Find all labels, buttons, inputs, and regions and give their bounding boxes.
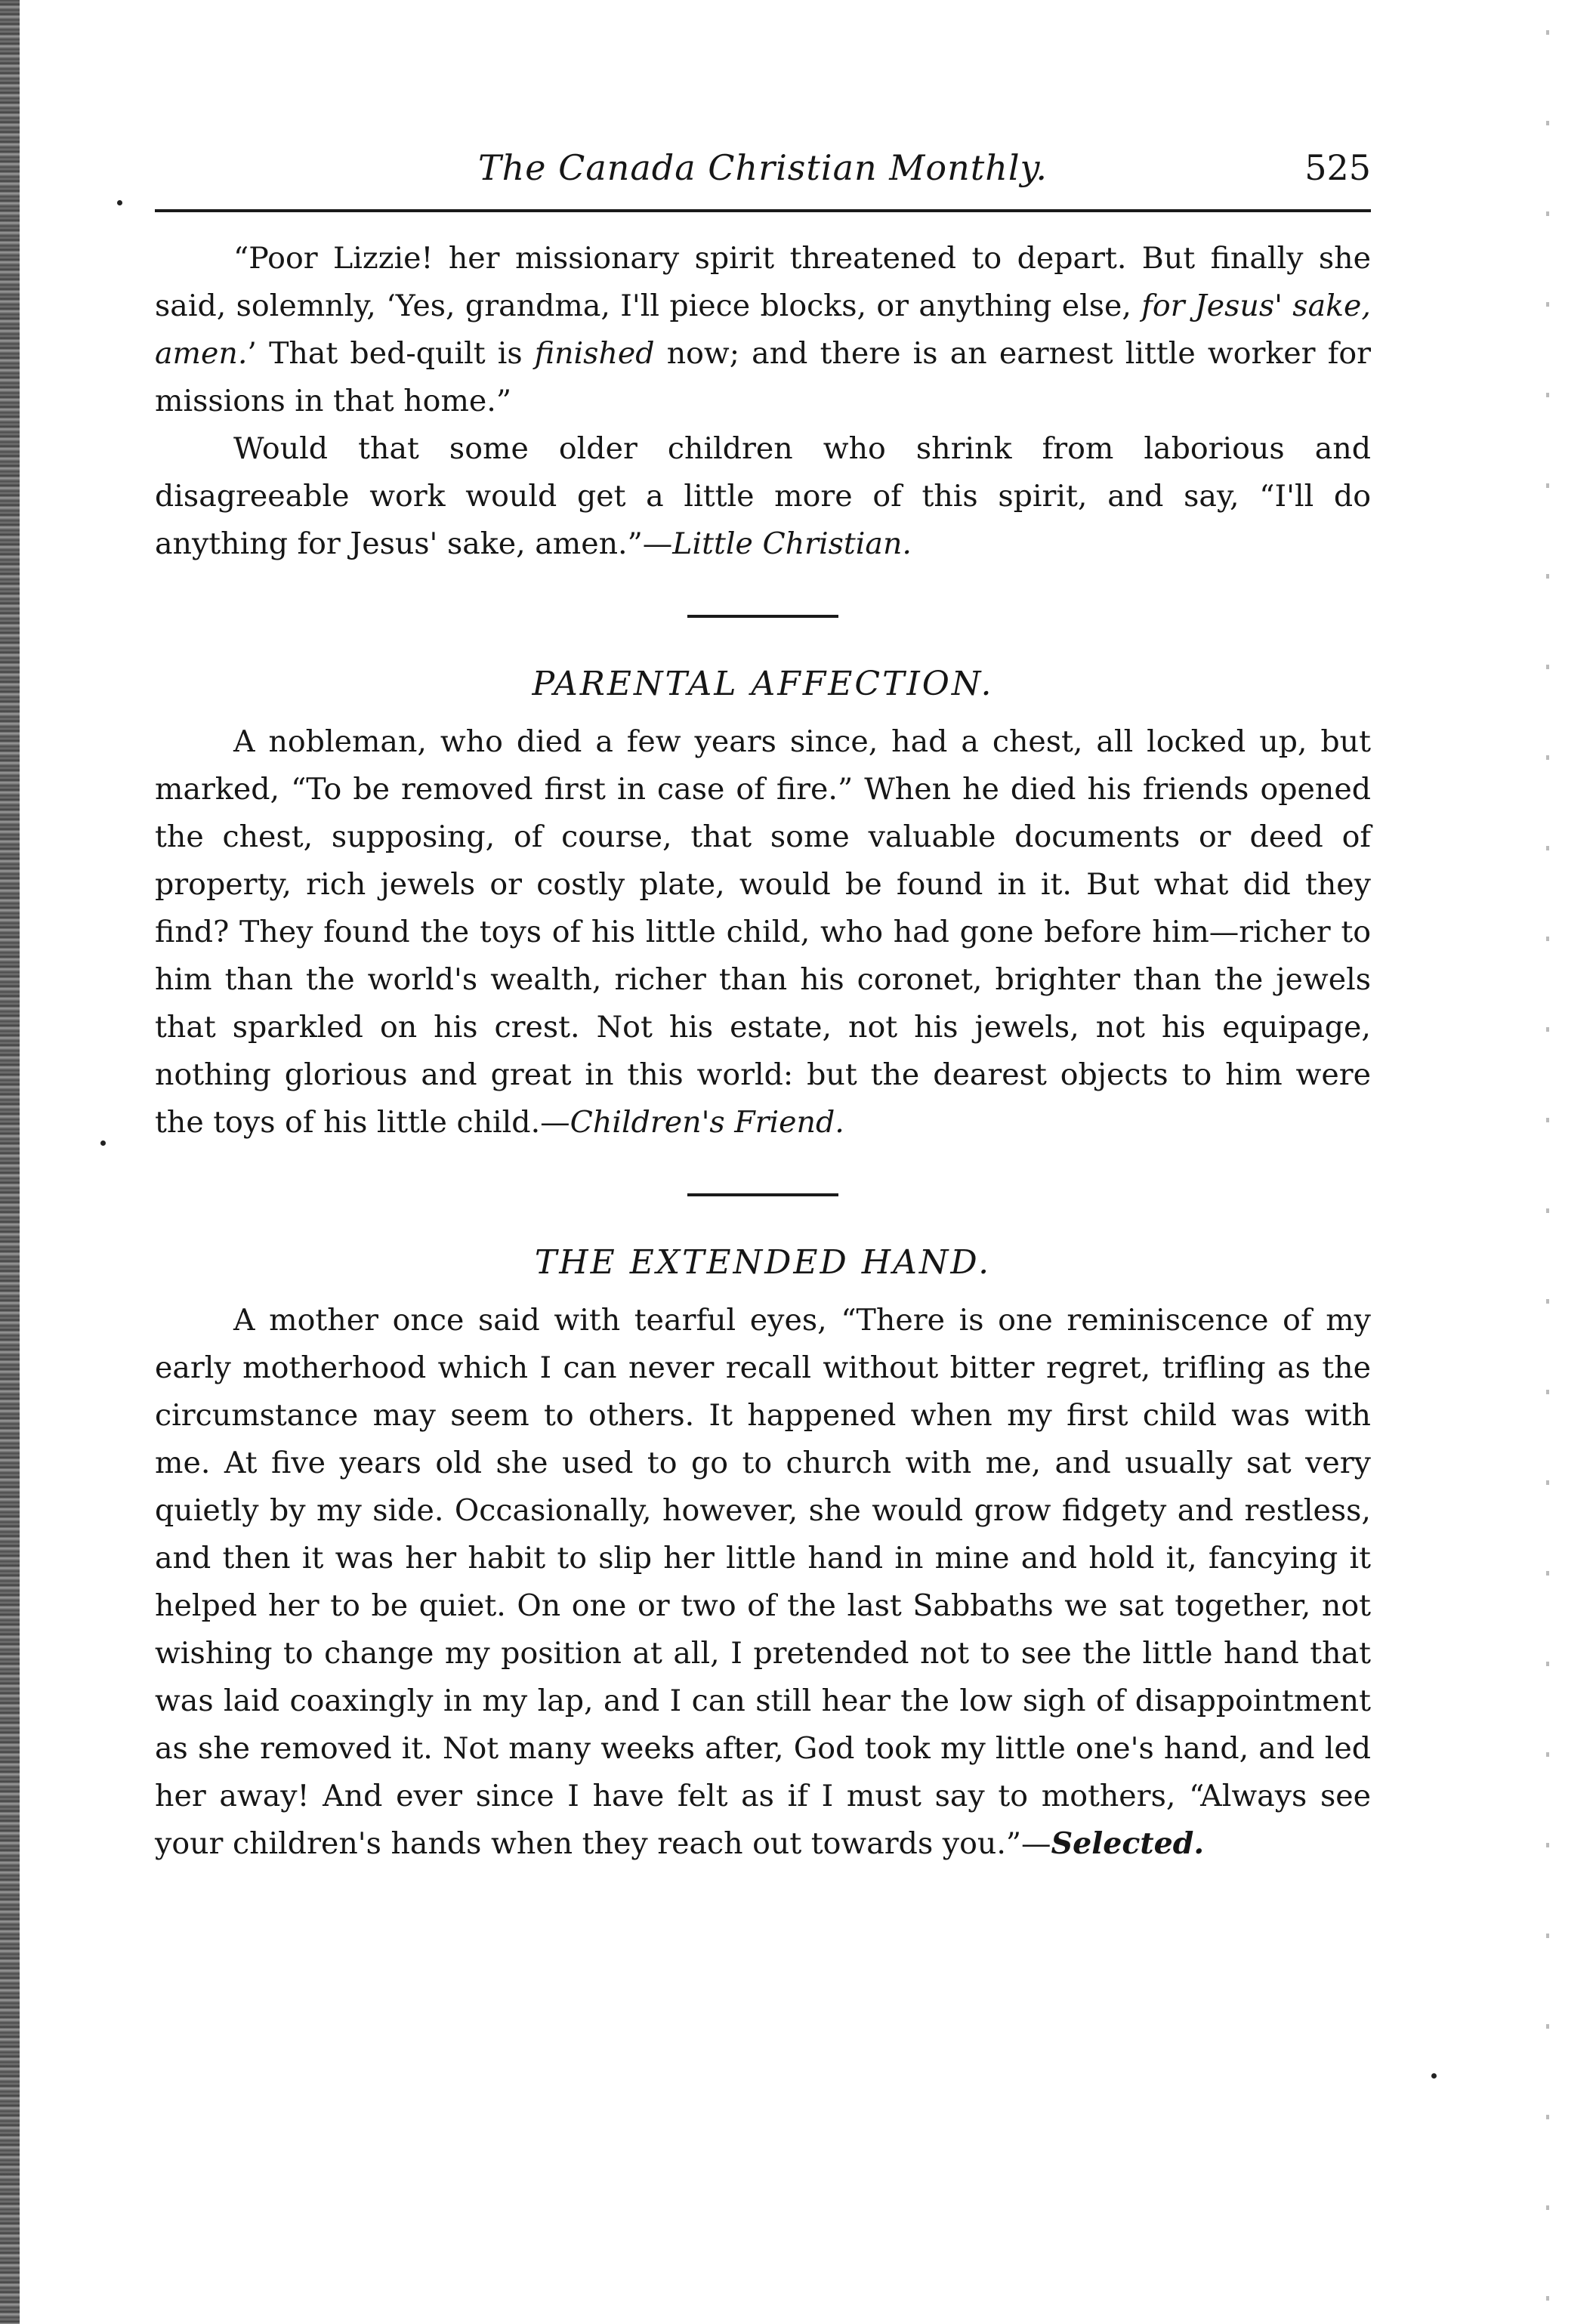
section-title-parental-affection: PARENTAL AFFECTION. [532, 665, 994, 703]
intro-paragraph-1 [155, 235, 1371, 425]
extended-hand-paragraph [155, 1297, 1371, 1868]
running-title: The Canada Christian Monthly. [477, 147, 1048, 188]
emphasis-text: finished [534, 336, 655, 371]
section-separator [687, 1193, 838, 1196]
scan-speck [100, 1140, 106, 1146]
text-run: Would that some older children who shrink from laborious and disagreeable work would get a little more of this spirit, and say, “I'll do anything for Jesus' sake, amen.”— [155, 431, 1371, 561]
text-run: A nobleman, who died a few years since, had a chest, all locked up, but marked, “To be removed first in case of fire.” When he died his friends opened the chest, supposing, of course, that some valuable documents or deed of property, rich jewels or costly plate, would be found in it. But what did they find? They found the toys of his little child, who had gone before him—richer to him than the world's wealth, richer than his coronet, brighter than the jewels that sparkled on his crest. Not his estate, not his jewels, not his equipage, nothing glorious and great in this world: but the dearest objects to him were the toys of his little child.— [155, 724, 1371, 1140]
text-run: now; and there is an earnest little worker for missions in that home.” [155, 336, 1371, 418]
text-run: “Poor Lizzie! her missionary spirit threatened to depart. But finally she said, solemnly, ‘Yes, grandma, I'll piece blocks, or anything else, [155, 241, 1371, 323]
text-run: A mother once said with tearful eyes, “There is one reminiscence of my early motherhood which I can never recall without bitter regret, trifling as the circumstance may seem to others. It happened when my first child was with me. At five years old she used to go to church with me, and usually sat very quietly by my side. Occasionally, however, she would grow fidgety and restless, and then it was her habit to slip her little hand in mine and hold it, fancying it helped her to be quiet. On one or two of the last Sabbaths we sat together, not wishing to change my position at all, I pretended not to see the little hand that was laid coaxingly in my lap, and I can still hear the low sigh of disappointment as she removed it. Not many weeks after, God took my little one's hand, and led her away! And ever since I have felt as if I must say to mothers, “Always see your children's hands when they reach out towards you.”— [155, 1303, 1371, 1861]
source-attribution: Little Christian. [672, 526, 912, 561]
header-rule [155, 209, 1371, 212]
running-header [155, 147, 1371, 200]
section-separator [687, 615, 838, 618]
parental-affection-paragraph [155, 718, 1371, 1147]
text-run: ’ That bed-quilt is [247, 336, 535, 371]
scan-speck [1431, 2073, 1437, 2079]
document-page [155, 147, 1371, 1868]
source-attribution: Selected. [1051, 1826, 1205, 1861]
emphasis-text: for Jesus' sake, amen. [155, 289, 1371, 371]
section-title-extended-hand: THE EXTENDED HAND. [534, 1243, 992, 1282]
scanned-binding-edge [0, 0, 20, 2324]
page-number: 525 [1304, 147, 1371, 188]
scan-margin-marks [1546, 0, 1549, 2324]
source-attribution: Children's Friend. [570, 1105, 844, 1140]
intro-paragraph-2 [155, 425, 1371, 568]
scan-speck [117, 200, 122, 205]
